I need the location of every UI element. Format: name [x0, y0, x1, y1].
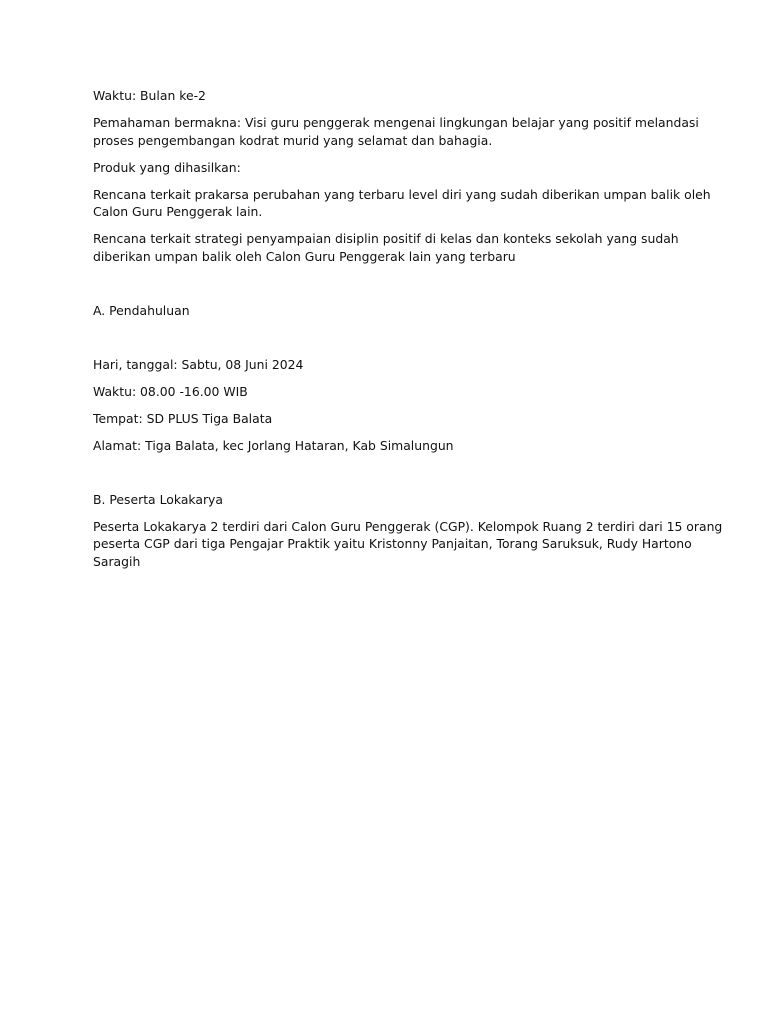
hari-tanggal-text: Hari, tanggal: Sabtu, 08 Juni 2024: [93, 356, 304, 372]
document-page: [93, 87, 723, 580]
spacer: [93, 329, 683, 356]
peserta-line-1: Peserta Lokakarya 2 terdiri dari Calon Guru Penggerak (CGP). Kelompok Ruang 2 terdiri dari 15 orang: [93, 518, 723, 534]
spacer: [93, 275, 683, 302]
rencana-2-line-1: Rencana terkait strategi penyampaian disiplin positif di kelas dan konteks sekolah yang sudah: [93, 231, 679, 246]
pemahaman-line-2: proses pengembangan kodrat murid yang selamat dan bahagia.: [93, 132, 493, 148]
peserta-line-3: Saragih: [93, 553, 141, 569]
section-a-heading: A. Pendahuluan: [93, 302, 190, 318]
section-b-heading: B. Peserta Lokakarya: [93, 491, 223, 507]
alamat-text: Alamat: Tiga Balata, kec Jorlang Hataran, Kab Simalungun: [93, 437, 454, 453]
rencana-1-line-1: Rencana terkait prakarsa perubahan yang terbaru level diri yang sudah diberikan umpan balik oleh: [93, 186, 711, 202]
pemahaman-line-1: Pemahaman bermakna: Visi guru penggerak mengenai lingkungan belajar yang positif melandasi: [93, 115, 699, 130]
peserta-line-2: peserta CGP dari tiga Pengajar Praktik yaitu Kristonny Panjaitan, Torang Saruksuk, Rudy Hartono: [93, 536, 692, 551]
rencana-2-line-2: diberikan umpan balik oleh Calon Guru Penggerak lain yang terbaru: [93, 248, 516, 264]
rencana-2-paragraph: [93, 230, 683, 265]
rencana-1-paragraph: [93, 186, 711, 221]
rencana-1-line-2: Calon Guru Penggerak lain.: [93, 204, 263, 219]
waktu-bulan-text: Waktu: Bulan ke-2: [93, 88, 206, 103]
produk-heading: Produk yang dihasilkan:: [93, 159, 241, 175]
peserta-paragraph: [93, 518, 723, 571]
spacer: [93, 464, 683, 491]
pemahaman-paragraph: [93, 114, 699, 149]
waktu-jam-text: Waktu: 08.00 -16.00 WIB: [93, 383, 248, 399]
tempat-text: Tempat: SD PLUS Tiga Balata: [93, 410, 273, 426]
